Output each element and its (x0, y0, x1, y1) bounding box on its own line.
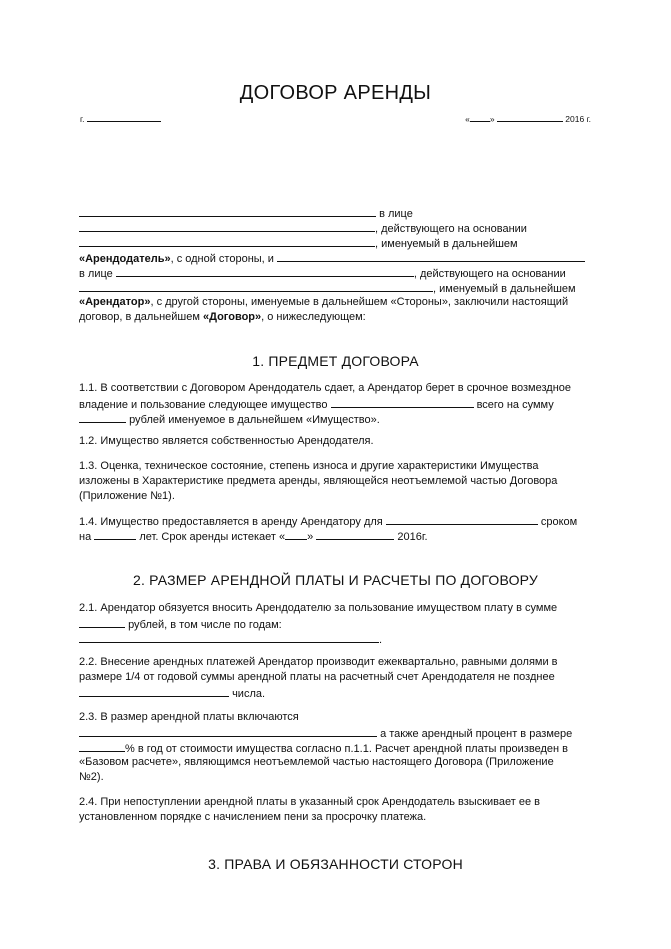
clause-text: на (79, 531, 92, 543)
parties-text: договор, в дальнейшем (79, 311, 203, 323)
clause-2-3-line-2 (79, 725, 572, 741)
date-open-quote: « (465, 114, 470, 124)
parties-text: , с другой стороны, именуемые в дальнейшем «Стороны», заключили настоящий (150, 296, 569, 308)
clause-1-3-line-3: (Приложение №1). (79, 490, 175, 502)
clause-2-4-line-1: 2.4. При непоступлении арендной платы в указанный срок Арендодатель взыскивает ее в (79, 796, 540, 808)
blank (79, 725, 377, 737)
clause-2-2-line-3 (79, 685, 265, 701)
clause-1-4-line-1 (79, 513, 577, 529)
clause-text: рублей, в том числе по годам: (128, 619, 282, 631)
parties-line-3 (79, 235, 518, 251)
blank (316, 528, 394, 540)
clause-text: лет. Срок аренды истекает « (139, 531, 286, 543)
clause-text: 1.4. Имущество предоставляется в аренду Арендатору для (79, 516, 383, 528)
blank (79, 616, 125, 628)
clause-text: а также арендный процент в размере (380, 728, 573, 740)
clause-1-1-line-1: 1.1. В соответствии с Договором Арендодатель сдает, а Арендатор берет в срочное возмездное (79, 382, 572, 394)
blank (79, 411, 126, 423)
clause-text: . (379, 634, 383, 646)
parties-line-1 (79, 205, 413, 221)
date-close-quote: » (489, 114, 495, 124)
clause-2-2-line-1: 2.2. Внесение арендных платежей Арендатор производит ежеквартально, равными долями в (79, 656, 558, 668)
clause-1-3-line-1: 1.3. Оценка, техническое состояние, степень износа и другие характеристики Имущества (79, 460, 539, 472)
parties-line-6 (79, 280, 576, 296)
parties-text: , именуемый в дальнейшем (375, 238, 518, 250)
clause-text: 2016г. (397, 531, 428, 543)
clause-2-2-line-2: размере 1/4 от годовой суммы арендной платы на расчетный счет Арендодателя не позднее (79, 671, 555, 683)
blank (79, 740, 125, 752)
clause-1-2: 1.2. Имущество является собственностью Арендодателя. (79, 435, 374, 447)
parties-text: в лице (379, 208, 413, 220)
clause-text: сроком (540, 516, 578, 528)
parties-line-4 (79, 250, 585, 266)
blank (116, 265, 414, 277)
blank (79, 235, 375, 247)
city-blank (87, 113, 161, 122)
city-field (80, 113, 161, 124)
blank (79, 205, 376, 217)
blank (331, 396, 474, 408)
blank (386, 513, 538, 525)
year-suffix: 2016 г. (565, 114, 591, 124)
blank (277, 250, 585, 262)
day-blank (470, 113, 490, 122)
section-3-heading: 3. ПРАВА И ОБЯЗАННОСТИ СТОРОН (208, 856, 463, 872)
parties-text: , действующего на основании (375, 223, 527, 235)
lessor-term: «Арендодатель» (79, 253, 171, 265)
parties-text: в лице (79, 268, 113, 280)
blank (285, 528, 307, 540)
blank (94, 528, 136, 540)
contract-term: «Договор» (202, 311, 262, 323)
lessee-term: «Арендатор» (79, 296, 151, 308)
clause-2-3-line-3 (79, 740, 568, 756)
parties-text: , с одной стороны, и (170, 253, 274, 265)
clause-text: » (307, 531, 314, 543)
date-field (465, 113, 591, 124)
document-title: ДОГОВОР АРЕНДЫ (239, 82, 432, 104)
clause-2-3-line-4: «Базовом расчете», являющимся неотъемлемой частью настоящего Договора (Приложение (79, 756, 554, 768)
parties-line-8 (79, 310, 366, 324)
clause-text: % в год от стоимости имущества согласно п.1.1. Расчет арендной платы произведен в (125, 743, 568, 755)
clause-2-3-line-5: №2). (79, 771, 104, 783)
parties-line-2 (79, 220, 527, 236)
clause-1-1-line-3 (79, 411, 380, 427)
city-prefix: г. (80, 114, 85, 124)
parties-text: , действующего на основании (413, 268, 566, 280)
clause-text: всего на сумму (476, 399, 554, 411)
blank (79, 631, 379, 643)
clause-2-4-line-2: установленном порядке с начислением пени за просрочку платежа. (79, 811, 427, 823)
clause-1-3-line-2: изложены в Характеристике предмета аренды, являющейся неотъемлемой частью Договора (79, 475, 558, 487)
clause-1-1-line-2 (79, 396, 554, 412)
month-blank (497, 113, 563, 122)
clause-2-1-line-3 (79, 631, 382, 647)
clause-1-4-line-2 (79, 528, 428, 544)
clause-text: рублей именуемое в дальнейшем «Имущество». (129, 414, 380, 426)
blank (79, 220, 375, 232)
clause-text: владение и пользование следующее имущество (79, 399, 328, 411)
section-2-heading: 2. РАЗМЕР АРЕНДНОЙ ПЛАТЫ И РАСЧЕТЫ ПО ДОГОВОРУ (132, 572, 539, 588)
blank (79, 280, 433, 292)
clause-text: числа. (232, 688, 266, 700)
clause-2-3-line-1: 2.3. В размер арендной платы включаются (79, 711, 299, 723)
parties-text: , именуемый в дальнейшем (433, 283, 576, 295)
blank (79, 685, 229, 697)
parties-text: , о нижеследующем: (261, 311, 366, 323)
section-1-heading: 1. ПРЕДМЕТ ДОГОВОРА (252, 353, 419, 369)
clause-2-1-line-1: 2.1. Арендатор обязуется вносить Арендодателю за пользование имуществом плату в сумме (79, 602, 558, 614)
parties-line-5 (79, 265, 566, 281)
parties-line-7 (79, 295, 568, 309)
clause-2-1-line-2 (79, 616, 282, 632)
